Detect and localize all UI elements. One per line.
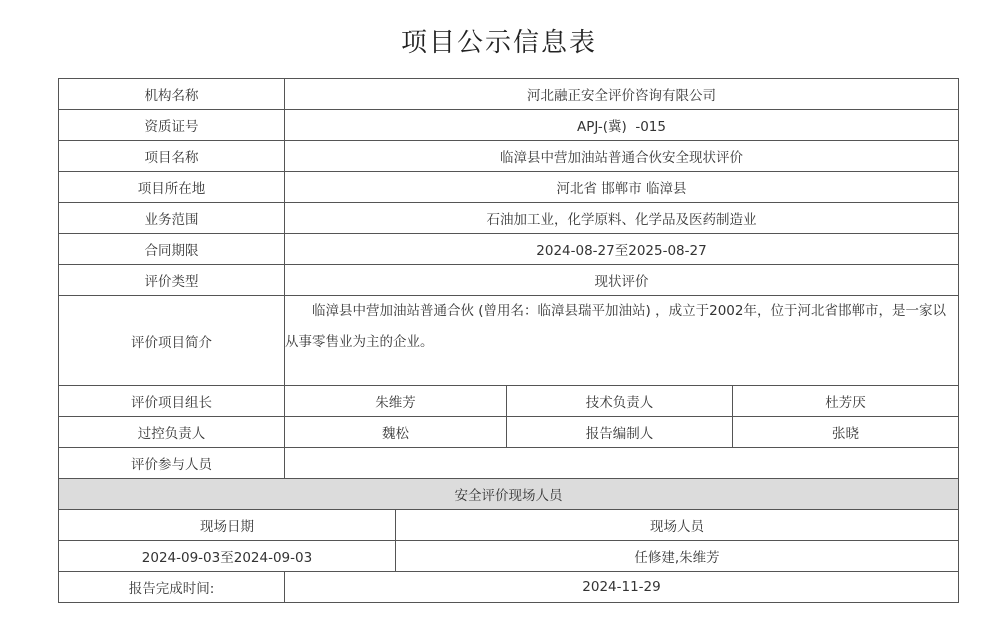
contract-period-label: 合同期限 xyxy=(59,234,285,265)
table-row xyxy=(59,79,959,110)
team-leader-value: 朱维芳 xyxy=(285,386,507,417)
table-row xyxy=(59,417,959,448)
onsite-staff-header: 现场人员 xyxy=(396,510,959,541)
table-row xyxy=(59,541,959,572)
onsite-section-title: 安全评价现场人员 xyxy=(59,479,959,510)
org-name-value: 河北融正安全评价咨询有限公司 xyxy=(285,79,959,110)
cert-no-label: 资质证号 xyxy=(59,110,285,141)
project-name-value: 临漳县中营加油站普通合伙安全现状评价 xyxy=(285,141,959,172)
location-label: 项目所在地 xyxy=(59,172,285,203)
business-scope-value: 石油加工业，化学原料、化学品及医药制造业 xyxy=(285,203,959,234)
completion-label: 报告完成时间: xyxy=(59,572,285,603)
project-name-label: 项目名称 xyxy=(59,141,285,172)
table-row xyxy=(59,572,959,603)
tech-lead-value: 杜芳厌 xyxy=(733,386,959,417)
participants-value xyxy=(285,448,959,479)
table-row xyxy=(59,234,959,265)
project-info-table xyxy=(58,78,959,603)
report-author-value: 张晓 xyxy=(733,417,959,448)
table-row xyxy=(59,296,959,386)
participants-label: 评价参与人员 xyxy=(59,448,285,479)
report-author-label: 报告编制人 xyxy=(507,417,733,448)
summary-label: 评价项目简介 xyxy=(59,296,285,386)
eval-type-value: 现状评价 xyxy=(285,265,959,296)
table-row xyxy=(59,386,959,417)
table-row xyxy=(59,110,959,141)
table-row xyxy=(59,510,959,541)
summary-text: 临漳县中营加油站普通合伙 (曾用名：临漳县瑞平加油站) ，成立于2002年，位于河北省邯郸市，是一家以从事零售业为主的企业。 xyxy=(285,303,946,350)
eval-type-label: 评价类型 xyxy=(59,265,285,296)
business-scope-label: 业务范围 xyxy=(59,203,285,234)
table-row xyxy=(59,141,959,172)
location-value: 河北省 邯郸市 临漳县 xyxy=(285,172,959,203)
completion-value: 2024-11-29 xyxy=(285,572,959,603)
summary-cell xyxy=(285,296,959,386)
tech-lead-label: 技术负责人 xyxy=(507,386,733,417)
contract-period-value: 2024-08-27至2025-08-27 xyxy=(285,234,959,265)
table-row xyxy=(59,265,959,296)
page-title: 项目公示信息表 xyxy=(400,28,597,58)
process-ctrl-value: 魏松 xyxy=(285,417,507,448)
onsite-date-value: 2024-09-03至2024-09-03 xyxy=(59,541,396,572)
onsite-staff-value: 任修建,朱维芳 xyxy=(396,541,959,572)
table-row xyxy=(59,448,959,479)
onsite-date-header: 现场日期 xyxy=(59,510,396,541)
org-name-label: 机构名称 xyxy=(59,79,285,110)
table-row xyxy=(59,479,959,510)
cert-no-value: APJ-(冀) -015 xyxy=(285,110,959,141)
process-ctrl-label: 过控负责人 xyxy=(59,417,285,448)
table-row xyxy=(59,172,959,203)
table-row xyxy=(59,203,959,234)
team-leader-label: 评价项目组长 xyxy=(59,386,285,417)
